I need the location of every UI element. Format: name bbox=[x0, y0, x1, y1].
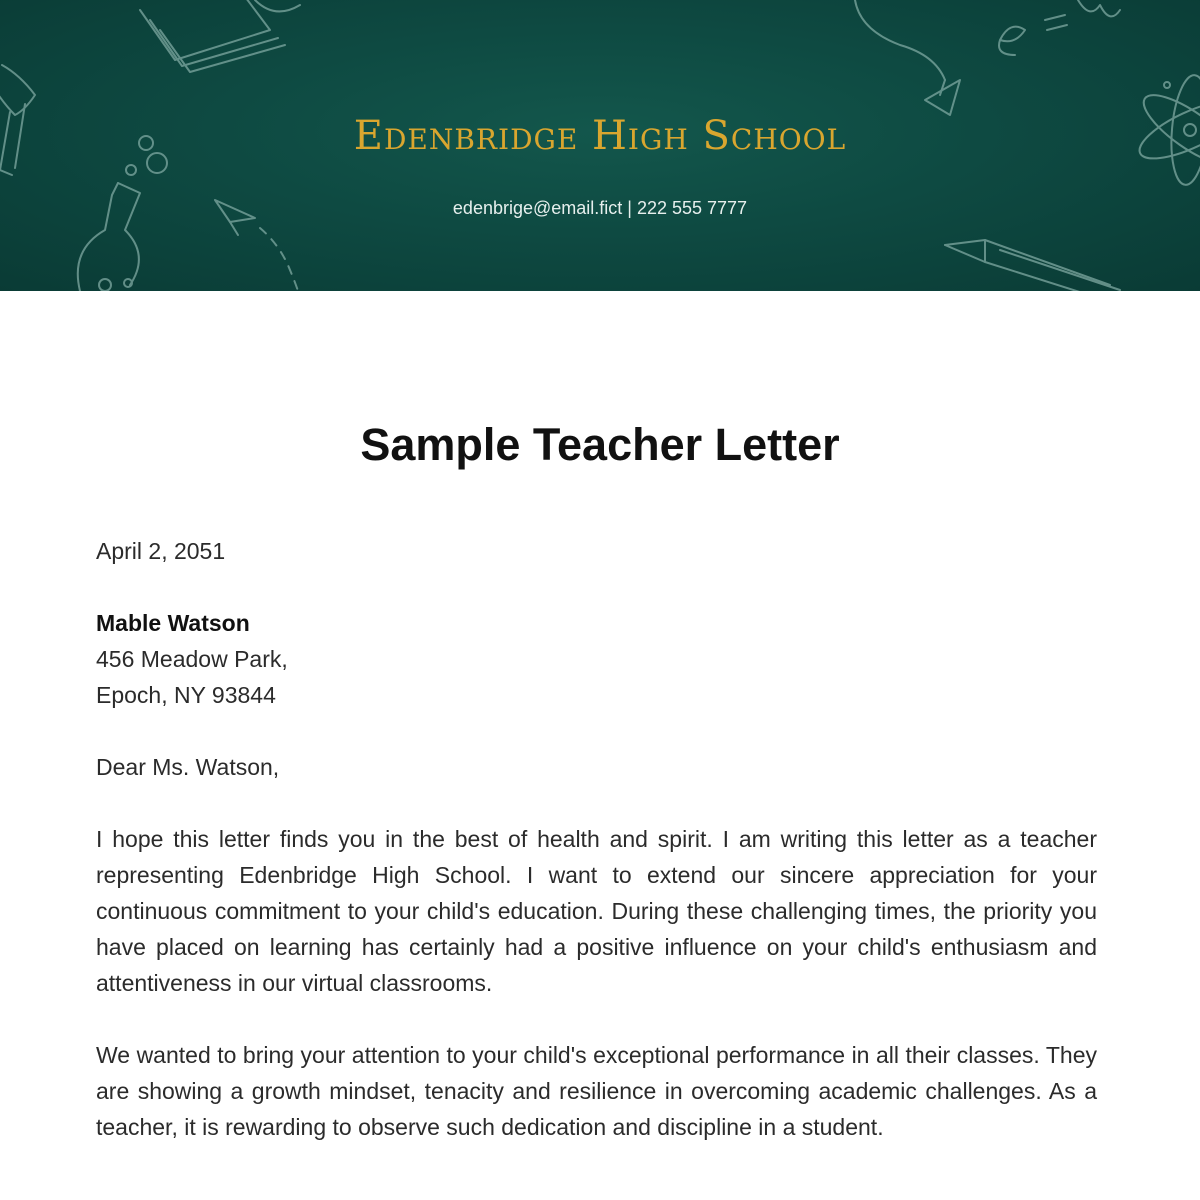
formula-icon bbox=[999, 0, 1120, 55]
recipient-block bbox=[96, 605, 1097, 713]
body-paragraph: I hope this letter finds you in the best of health and spirit. I am writing this letter as a teacher representing Edenbridge High School. I want to extend our sincere appreciation for your continuous commitment to your child's education. During these challenging times, the priority you have placed on learning has certainly had a positive influence on your child's enthusiasm and attentiveness in our virtual classrooms. bbox=[96, 826, 1097, 996]
book-icon bbox=[140, 0, 300, 72]
letter-title: Sample Teacher Letter bbox=[360, 419, 840, 470]
pencil-icon bbox=[945, 240, 1120, 291]
body-paragraph: We wanted to bring your attention to your child's exceptional performance in all their classes. They are showing a growth mindset, tenacity and resilience in overcoming academic challenges. As a teacher, it is rewarding to observe such dedication and discipline in a student. bbox=[96, 1042, 1097, 1140]
letter-date: April 2, 2051 bbox=[96, 538, 226, 564]
header-banner bbox=[0, 0, 1200, 291]
recipient-address-line2: Epoch, NY 93844 bbox=[96, 682, 276, 708]
paper-plane-icon bbox=[855, 0, 960, 115]
school-contact: edenbrige@email.fict | 222 555 7777 bbox=[452, 198, 748, 218]
recipient-name: Mable Watson bbox=[96, 610, 250, 636]
salutation: Dear Ms. Watson, bbox=[96, 754, 280, 780]
recipient-address-line1: 456 Meadow Park, bbox=[96, 646, 288, 672]
school-name: Edenbridge High School bbox=[353, 113, 847, 159]
